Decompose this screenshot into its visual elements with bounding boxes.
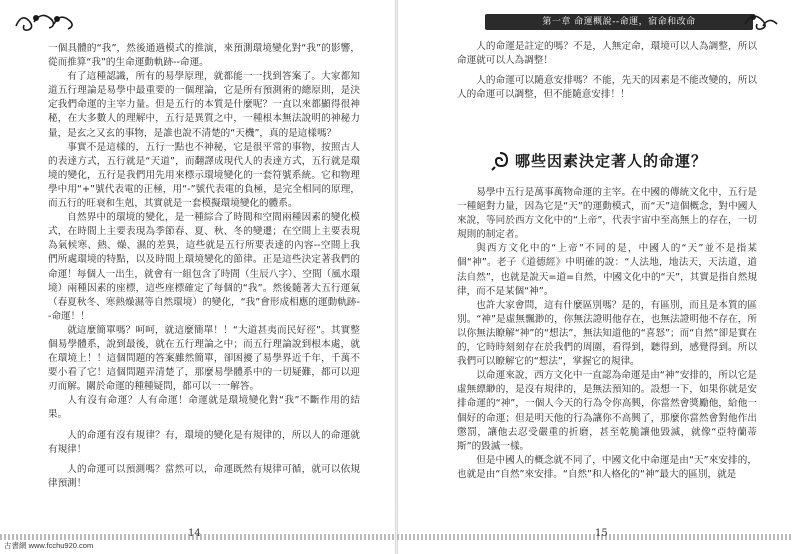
paragraph: 自然界中的環境的變化，是一種綜合了時間和空間兩種因素的變化模式，在時間上主要表現為季節春、夏、秋、冬的變遷；在空間上主要表現為氣候寒、熱、燥、濕的差異，這些就是五行所要表達的內容--空間上我們所處環境的特點，以及時間上環境變化的節律。正是這些決定著我們的命運！每個人一出生，就會有一組包含了時間（生辰八字）、空間（風水環境）兩種因素的座標，這些座標確定了每個的“我”。然後隨著大五行運氣（春夏秋冬、寒熱燥濕等自然環境）的變化，“我”會形成相應的運動軌跡--命運！！ bbox=[48, 212, 360, 322]
cloud-ornament-icon bbox=[741, 8, 781, 34]
paragraph: 與西方文化中的“上帝”不同的是，中國人的“天”並不是指某個“神”。老子《道德經》中明確的說：“人法地，地法天，天法道，道法自然”，也就是說天=道=自然，中國文化中的“天”，其實是指自然規律，而不是某個“神”。 bbox=[457, 243, 757, 297]
paragraph: 事實不是這樣的，五行一點也不神秘，它是很平常的事物，按照古人的表達方式，五行就是“天道”，而翻譯成現代人的表達方式，五行就是環境的變化，五行是我們用先用來標示環境變化的一套符號系統。它和物理學中用“+”號代表電的正極，用“-”號代表電的負極，是完全相同的原理，而五行的旺衰和生剋，其實就是一套模擬環境變化的體系。 bbox=[48, 141, 360, 210]
paragraph: 也許大家會問，這有什麼區別嗎？是的，有區別，而且是本質的區別。“神”是虛無飄渺的，你無法證明他存在，也無法證明他不存在，所以你無法瞭解“神”的“想法”，無法知道他的“喜怒”；而“自然”卻是實在的，它時時刻刻存在於我們的周圍，看得到，聽得到，感覺得到。所以我們可以瞭解它的“想法”，掌握它的規律。 bbox=[457, 299, 757, 368]
page-number-left: 14 bbox=[188, 528, 201, 539]
left-page bbox=[0, 0, 396, 554]
section-heading: 哪些因素決定著人的命運？ bbox=[515, 152, 708, 170]
paragraph: 以命運來說，西方文化中一直認為命運是由“神”安排的，所以它是虛無縹緲的，是沒有規律的，是無法預知的。設想一下，如果你就是安排命運的“神”，一個人今天的行為令你高興，你當然會獎勵他，給他一個好的命運；但是明天他的行為讓你不高興了，那麼你當然會對他作出懲罰，讓他去忍受嚴重的折磨，甚至乾脆讓他毀滅，就像“亞特蘭蒂斯”的毀滅一樣。 bbox=[457, 370, 757, 452]
cloud-ornament-icon bbox=[12, 8, 82, 34]
paragraph: 就這麼簡單嗎？呵呵，就這麼簡單！！“大道甚夷而民好徑”。其實整個易學體系，說到最後，就在五行理論之中；而五行理論說到根本處，就在環境上！！這個問題的答案雖然簡單，卻困擾了易學界近千年，千萬不要小看了它！這個問題弄清楚了，那麼易學體系中的一切疑難，都可以迎刃而解。關於命運的種種疑問，都可以一一解答。 bbox=[48, 324, 360, 393]
paragraph: 易學中五行是萬事萬物命運的主宰。在中國的傳統文化中，五行是一種絕對力量，因為它是“天”的運動模式，而“天”這個概念，對中國人來說，等同於西方文化中的“上帝”，代表宇宙中至高無上的存在，一切規則的制定者。 bbox=[457, 187, 757, 241]
right-page bbox=[397, 0, 793, 554]
spiral-bullet-icon bbox=[489, 150, 511, 172]
right-page-upper-body bbox=[457, 40, 757, 102]
paragraph: 有了這種認識，所有的易學原理，就都能一一找到答案了。大家都知道五行理論是易學中最重要的一個理論，它是所有預測術的總原則，是決定我們命運的主宰力量。但是五行的本質是什麼呢？一直以來都顯得很神秘，在大多數人的理解中，五行是異質之中，一種根本無法說明的神秘力量，是玄之又玄的事物，是誰也說不清楚的“天機”，真的是這樣嗎？ bbox=[48, 71, 360, 139]
paragraph: 人的命運可以預測嗎？當然可以，命運既然有規律可循，就可以依規律預測！ bbox=[48, 463, 360, 489]
right-footer bbox=[397, 520, 793, 554]
paragraph: 但是中國人的概念就不同了，中國文化中命運是由“天”來安排的，也就是由“自然”來安排。“自然”和人格化的“神”最大的區別，就是 bbox=[457, 454, 757, 480]
chapter-header: 第一章 命運概說--命運，宿命和改命 bbox=[485, 14, 753, 30]
left-footer bbox=[0, 520, 396, 554]
page-number-right: 15 bbox=[595, 528, 608, 539]
left-page-body bbox=[48, 42, 360, 491]
right-page-lower-body bbox=[457, 186, 757, 482]
paragraph: 人的命運是註定的嗎？不是，人無定命，環境可以人為調整，所以命運就可以人為調整！ bbox=[457, 41, 757, 67]
paragraph: 人有沒有命運？人有命運！命運就是環境變化對“我”不斷作用的結果。 bbox=[48, 395, 360, 421]
paragraph: 一個具體的“我”，然後通過模式的推演，來預測環境變化對“我”的影響，從而推算“我”的生命運動軌跡--命運。 bbox=[48, 43, 360, 69]
site-watermark: 古書網 www.fcchu920.com bbox=[4, 541, 94, 550]
paragraph: 人的命運可以隨意安排嗎？不能，先天的因素是不能改變的，所以人的命運可以調整，但不能隨意安排！！ bbox=[457, 75, 757, 101]
paragraph: 人的命運有沒有規律？有，環境的變化是有規律的，所以人的命運就有規律！ bbox=[48, 429, 360, 455]
